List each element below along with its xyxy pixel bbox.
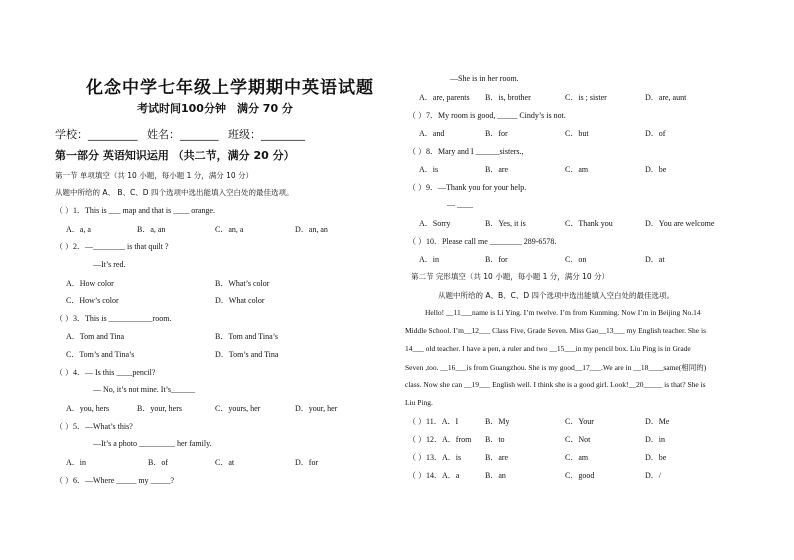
question-5-option-d: D．for (295, 458, 319, 467)
question-9-stem: （ ）9．—Thank you for your help. (408, 183, 527, 192)
question-4-option-c: C．yours, her (215, 404, 261, 413)
question-12-option-b: B．to (485, 435, 505, 444)
question-14-option-c: C．good (565, 471, 595, 480)
question-5-reply: —It’s a photo _________ her family. (93, 439, 212, 448)
question-7-option-b: B．for (485, 129, 508, 138)
question-9-option-c: C．Thank you (565, 219, 613, 228)
question-7-stem: （ ）7．My room is good, _____ Cindy’s is not. (408, 111, 566, 120)
question-6-stem: （ ）6．—Where _____ my _____? (55, 476, 175, 485)
question-1-stem: （ ）1．This is ___ map and that is ____ orange. (55, 206, 215, 215)
question-9-option-a: A．Sorry (419, 219, 451, 228)
question-13-option-d: D．be (645, 453, 667, 462)
question-12-number-option-a: （ ）12．A．from (408, 435, 472, 444)
passage-line-5: class. Now she can __19___ English well. I think she is a good girl. Look!__20_____ is that? She is (405, 380, 706, 389)
question-2-option-d: D．What color (215, 296, 265, 305)
passage-line-6: Liu Ping. (405, 398, 433, 407)
question-4-option-d: D．your, her (295, 404, 338, 413)
question-1-option-a: A．a, a (66, 225, 91, 234)
question-14-option-b: B．an (485, 471, 506, 480)
school-label: 学校： (55, 128, 88, 141)
question-7-option-a: A．and (419, 129, 445, 138)
question-6-option-a: A．are, parents (419, 93, 470, 102)
question-10-option-d: D．at (645, 255, 665, 264)
question-10-option-a: A．in (419, 255, 439, 264)
question-9-option-d: D．You are welcome (645, 219, 715, 228)
name-label: 姓名： (147, 128, 180, 141)
question-11-option-b: B．My (485, 417, 510, 426)
question-8-option-d: D．be (645, 165, 667, 174)
question-2-option-c: C．How’s color (66, 296, 119, 305)
question-13-option-c: C．am (565, 453, 589, 462)
question-5-option-b: B．of (148, 458, 168, 467)
question-3-option-a: A．Tom and Tina (66, 332, 125, 341)
question-2-option-a: A．How color (66, 279, 114, 288)
question-11-number-option-a: （ ）11．A．I (408, 417, 459, 426)
question-4-option-a: A．you, hers (66, 404, 110, 413)
question-5-option-c: C．at (215, 458, 235, 467)
school-field[interactable]: _________ (88, 128, 138, 141)
question-14-number-option-a: （ ）14．A．a (408, 471, 460, 480)
question-9-reply: — ____ (447, 200, 473, 209)
class-label: 班级： (228, 128, 261, 141)
class-field[interactable]: ________ (261, 128, 305, 141)
section2-title: 第二节 完形填空（共 10 小题，每小题 1 分，满分 10 分） (411, 272, 610, 281)
section2-instruction: 从题中所给的 A、B、C、D 四个选项中选出能填入空白处的最佳选项。 (438, 291, 675, 300)
question-10-option-b: B．for (485, 255, 508, 264)
question-5-option-a: A．in (66, 458, 86, 467)
passage-line-3: 14___ old teacher. I have a pen, a ruler and two __15___in my pencil box. Liu Ping is in Grade (405, 344, 691, 353)
section1-instruction: 从题中所给的 A、 B、C、D 四个选项中选出能填入空白处的最佳选项。 (55, 188, 294, 197)
question-2-option-b: B．What’s color (215, 279, 270, 288)
question-1-option-d: D．an, an (295, 225, 328, 234)
question-3-option-d: D．Tom’s and Tina (215, 350, 279, 359)
question-12-option-c: C．Not (565, 435, 591, 444)
question-10-option-c: C．on (565, 255, 587, 264)
question-12-option-d: D．in (645, 435, 665, 444)
question-2-reply: —It’s red. (93, 260, 126, 269)
question-9-option-b: B．Yes, it is (485, 219, 526, 228)
question-8-option-c: C．am (565, 165, 589, 174)
question-3-stem: （ ）3．This is ___________room. (55, 314, 172, 323)
student-info-line (55, 126, 305, 142)
passage-line-2: Middle School. I’m__12___ Class Five, Grade Seven. Miss Gao__13___ my English teacher. She is (405, 326, 707, 335)
question-6-option-d: D．are, aunt (645, 93, 687, 102)
question-8-option-a: A．is (419, 165, 439, 174)
question-11-option-c: C．Your (565, 417, 594, 426)
question-6-reply: —She is in her room. (450, 74, 519, 83)
exam-subtitle: 考试时间100分钟 满分 70 分 (137, 102, 293, 115)
question-1-option-b: B．a, an (137, 225, 166, 234)
question-7-option-c: C．but (565, 129, 589, 138)
question-4-reply: — No, it’s not mine. It’s______ (93, 385, 195, 394)
question-3-option-b: B．Tom and Tina’s (215, 332, 279, 341)
name-field[interactable]: _______ (180, 128, 219, 141)
passage-line-4: Seven ,too. __16___is from Guangzhou. She is my good__17___.We are in __18____same(相同的) (405, 363, 707, 372)
question-13-number-option-a: （ ）13．A．is (408, 453, 462, 462)
question-8-option-b: B．are (485, 165, 509, 174)
question-1-option-c: C．an, a (215, 225, 244, 234)
question-6-option-c: C．is ; sister (565, 93, 607, 102)
question-5-stem: （ ）5．—What’s this? (55, 422, 133, 431)
question-14-option-d: D．/ (645, 471, 661, 480)
question-8-stem: （ ）8．Mary and I ______sisters., (408, 147, 524, 156)
section1-title: 第一节 单项填空（共 10 小题，每小题 1 分，满分 10 分） (55, 171, 254, 180)
question-11-option-d: D．Me (645, 417, 670, 426)
question-3-option-c: C．Tom’s and Tina’s (66, 350, 135, 359)
exam-title: 化念中学七年级上学期期中英语试题 (86, 78, 374, 98)
question-4-stem: （ ）4．— Is this ____pencil? (55, 368, 156, 377)
question-2-stem: （ ）2．—________ is that quilt ? (55, 242, 169, 251)
question-13-option-b: B．are (485, 453, 509, 462)
question-4-option-b: B．your, hers (137, 404, 183, 413)
part1-title: 第一部分 英语知识运用 （共二节，满分 20 分） (55, 149, 295, 162)
question-10-stem: （ ）10．Please call me ________ 289-6578. (408, 237, 557, 246)
question-7-option-d: D．of (645, 129, 666, 138)
question-6-option-b: B．is, brother (485, 93, 531, 102)
passage-line-1: Hello! __11___name is Li Ying. I’m twelve. I’m from Kunming. Now I’m in Beijing No.14 (425, 308, 701, 317)
